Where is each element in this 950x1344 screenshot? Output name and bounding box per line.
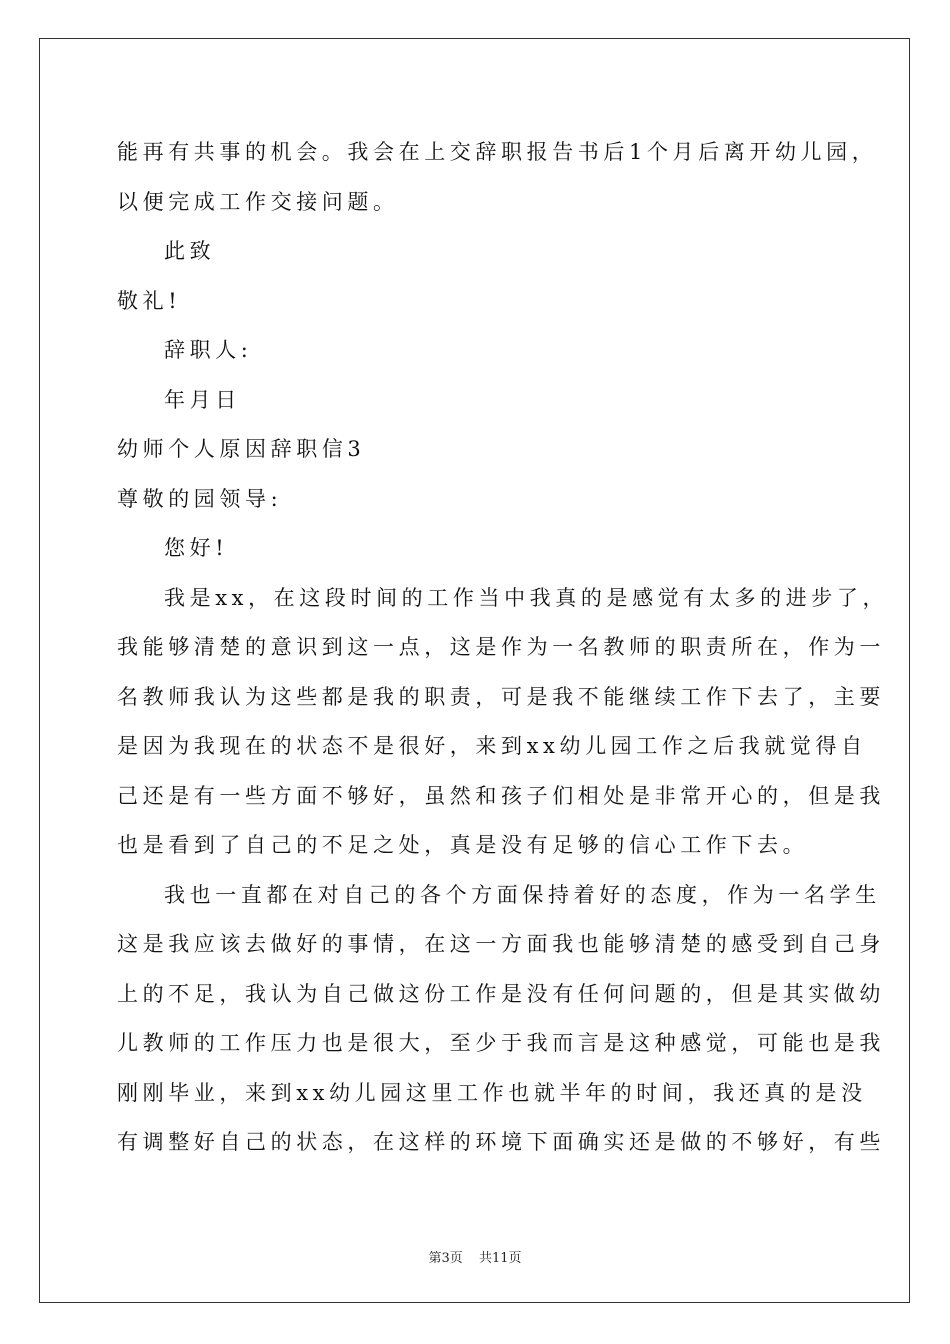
text-line: 是因为我现在的状态不是很好，来到xx幼儿园工作之后我就觉得自 xyxy=(117,734,867,758)
text-line: 有调整好自己的状态，在这样的环境下面确实还是做的不够好，有些 xyxy=(117,1130,885,1154)
text-line: 我是xx，在这段时间的工作当中我真的是感觉有太多的进步了， xyxy=(164,585,889,610)
text-line: 此致 xyxy=(164,239,216,263)
text-line: 我能够清楚的意识到这一点，这是作为一名教师的职责所在，作为一 xyxy=(117,635,885,659)
text-line: 己还是有一些方面不够好，虽然和孩子们相处是非常开心的，但是我 xyxy=(117,783,885,808)
text-line: 上的不足，我认为自己做这份工作是没有任何问题的，但是其实做幼 xyxy=(117,981,885,1006)
text-line: 以便完成工作交接问题。 xyxy=(117,189,399,214)
text-line: 幼师个人原因辞职信3 xyxy=(117,437,366,461)
text-line: 名教师我认为这些都是我的职责，可是我不能继续工作下去了，主要 xyxy=(117,684,885,709)
text-line: 我也一直都在对自己的各个方面保持着好的态度，作为一名学生 xyxy=(164,882,881,907)
page-total: 共11页 xyxy=(478,1251,522,1266)
text-line: 您好! xyxy=(164,536,229,560)
text-line: 儿教师的工作压力也是很大，至少于我而言是这种感觉，可能也是我 xyxy=(117,1031,885,1055)
text-line: 辞职人: xyxy=(164,338,253,362)
text-line: 年月日 xyxy=(164,387,241,412)
text-line: 这是我应该去做好的事情，在这一方面我也能够清楚的感受到自己身 xyxy=(117,932,885,956)
text-line: 尊敬的园领导: xyxy=(117,486,283,511)
text-line: 能再有共事的机会。我会在上交辞职报告书后1个月后离开幼儿园， xyxy=(117,140,878,164)
text-line: 也是看到了自己的不足之处，真是没有足够的信心工作下去。 xyxy=(117,833,809,857)
page-number: 第3页 xyxy=(428,1251,463,1266)
text-line: 敬礼! xyxy=(117,288,182,313)
text-line: 刚刚毕业，来到xx幼儿园这里工作也就半年的时间，我还真的是没 xyxy=(117,1080,867,1105)
page-footer xyxy=(0,1247,950,1266)
document-body xyxy=(117,128,889,1168)
